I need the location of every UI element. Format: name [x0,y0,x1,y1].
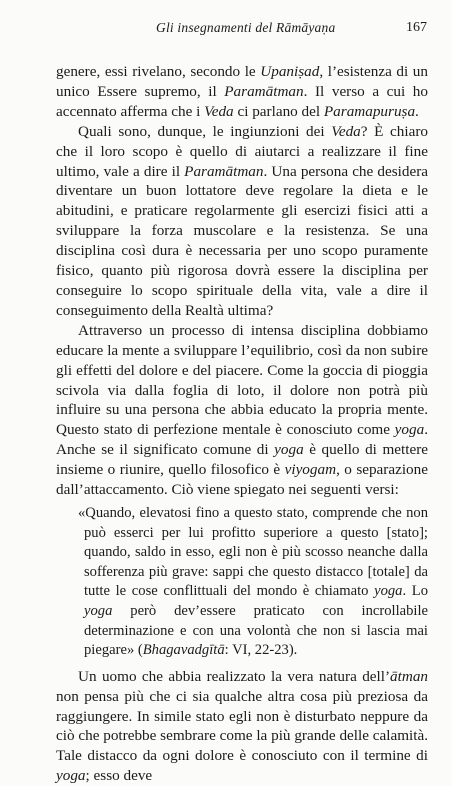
italic-term: yoga [84,602,113,619]
text-run: . [415,102,419,120]
running-title: Gli insegnamenti del Rāmāyaṇa [156,20,336,35]
text-run: ? È chiaro che il loro scopo è quello di aiutarci a realizzare il fine ultimo, vale a dire il [56,122,428,180]
text-run: , l’esistenza di un unico Essere supremo, il [56,63,428,100]
italic-term: yoga [394,421,425,439]
italic-term: Upaniṣad [260,63,320,80]
running-header [56,20,427,42]
text-run: Un uomo che abbia realizzato la vera natura dell’ [78,667,391,685]
page-number: 167 [406,20,427,35]
italic-term: Paramapuruṣa [323,102,416,120]
paragraph [56,122,428,321]
italic-term: yoga [56,767,86,785]
text-run: . Una persona che desidera diventare un buon lottatore deve regolare la dieta e le abitudini, e praticare regolarmente gli esercizi fisici atti a sviluppare la forza muscolare e la resistenza. Se una disciplina così dura è necessaria per uno scopo puramente fisico, quanto più rigorosa dovrà essere la disciplina per conseguire lo scopo spirituale della vita, vale a dire il conseguimento della Realtà ultima? [56,162,428,319]
text-run: ; esso deve [85,767,153,785]
text-run: : VI, 22-23). [224,642,298,659]
italic-term: ātman [390,667,428,685]
text-run: . Lo [402,583,428,600]
italic-term: yoga [274,441,304,459]
paragraph [56,62,428,122]
body-text [56,62,428,786]
italic-term: Paramātman [184,162,264,180]
paragraph [56,667,428,786]
paragraph [56,321,428,500]
italic-term: Veda [204,102,234,120]
text-run: , o separazione dall’attaccamento. Ciò viene spiegato nei seguenti versi: [56,461,428,499]
italic-term: Paramātman [224,82,304,100]
text-run: è quello di mettere insieme o riunire, quello filosofico è [56,441,428,479]
italic-term: yoga [374,583,403,600]
text-run: Quali sono, dunque, le ingiunzioni dei [78,122,332,140]
italic-term: Veda [331,122,361,140]
italic-term: Bhagavadgītā [142,642,225,659]
text-run: ci parlano del [233,102,324,120]
text-run: Attraverso un processo di intensa disciplina dobbiamo educare la mente a sviluppare l’equilibrio, così da non subire gli effetti del dolore e del piacere. Come la goccia di pioggia scivola via dalla foglia di loto, il dolore non potrà più influire su una persona che abbia educato la propria mente. Questo stato di perfezione mentale è conosciuto come [56,321,428,439]
text-run: . Il verso a cui ho accennato afferma che i [56,82,428,120]
text-run: genere, essi rivelano, secondo le [56,63,261,80]
text-run: «Quando, elevatosi fino a questo stato, comprende che non può esserci per lui profitto superiore a questo [stato]; quando, saldo in esso, egli non è più scosso neanche dalla sofferenza più grave: sappi che questo distacco [totale] da tutte le cose conflittuali del mondo è chiamato [78,504,428,600]
text-run: non pensa più che ci sia qualche altra cosa più preziosa da raggiungere. In simile stato egli non è disturbato neppure da ciò che potrebbe sembrare come la più grande delle calamità. Tale distacco da ogni dolore è conosciuto con il termine di [56,687,428,765]
text-run: però dev’essere praticato con incrollabile determinazione e con una volontà che non si lascia mai piegare» ( [84,602,428,659]
block-quote [78,504,428,661]
text-run: . Anche se il significato comune di [56,421,428,459]
italic-term: viyogam [284,461,337,479]
